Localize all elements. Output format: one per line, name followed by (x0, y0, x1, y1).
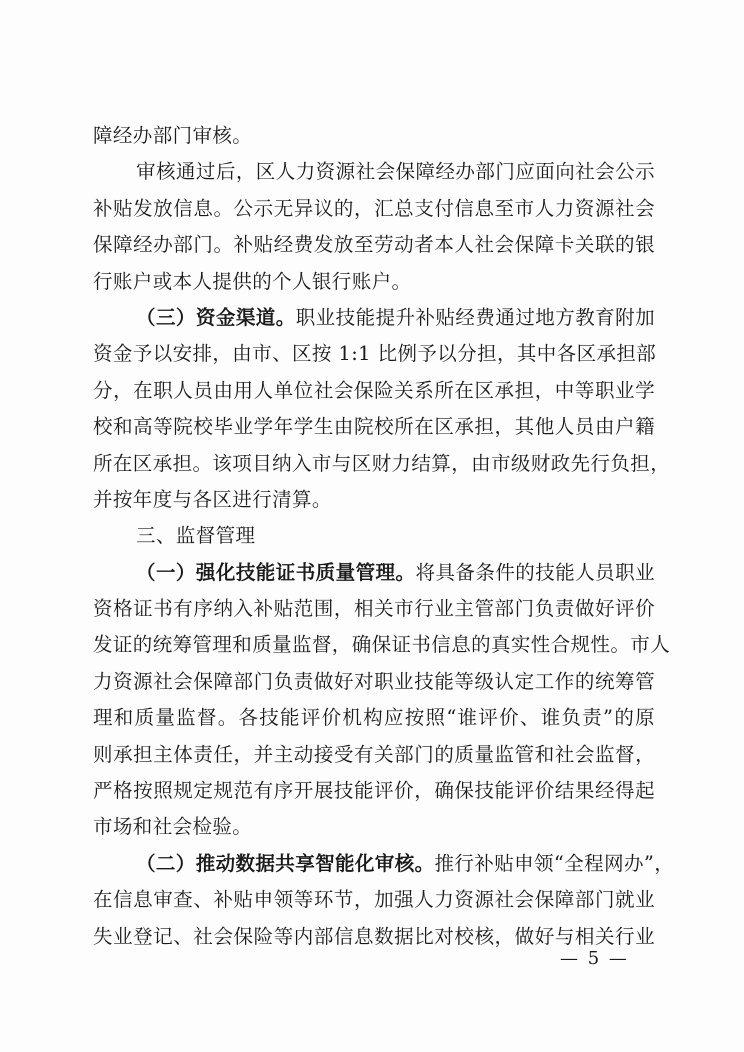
text-line (93, 409, 655, 445)
line-text: 保障经办部门。补贴经费发放至劳动者本人社会保障卡关联的银 (93, 233, 655, 257)
text-line (93, 664, 655, 700)
line-text: 则承担主体责任，并主动接受有关部门的质量监管和社会监督， (93, 742, 655, 766)
text-line (93, 227, 655, 263)
line-text: 发证的统筹管理和质量监督，确保证书信息的真实性合规性。市人 (93, 633, 671, 657)
section-heading: （二）推动数据共享智能化审核。 (136, 851, 435, 875)
text-line (93, 846, 675, 882)
line-text: 所在区承担。该项目纳入市与区财力结算，由市级财政先行负担， (93, 451, 671, 475)
line-text: 校和高等院校毕业学年学生由院校所在区承担，其他人员由户籍 (93, 415, 655, 439)
line-text: 将具备条件的技能人员职业 (415, 560, 655, 584)
line-text: 行账户或本人提供的个人银行账户。 (93, 269, 412, 293)
text-line (93, 518, 655, 554)
line-text: 资格证书有序纳入补贴范围，相关市行业主管部门负责做好评价 (93, 597, 655, 621)
line-text: 力资源社会保障部门负责做好对职业技能等级认定工作的统筹管 (93, 669, 655, 693)
line-text: 严格按照规定规范有序开展技能评价，确保技能评价结果经得起 (93, 779, 655, 803)
line-text: 职业技能提升补贴经费通过地方教育附加 (295, 305, 656, 329)
text-line (93, 446, 671, 482)
text-line (93, 191, 655, 227)
text-line (93, 737, 655, 773)
text-line (93, 118, 655, 154)
line-text: 推行补贴申领“全程网办”， (434, 851, 675, 875)
text-line (93, 700, 655, 736)
text-line (93, 482, 655, 518)
document-body (93, 118, 675, 955)
line-text: 三、监督管理 (136, 524, 256, 548)
text-line (93, 882, 655, 918)
line-text: 审核通过后，区人力资源社会保障经办部门应面向社会公示 (136, 160, 655, 184)
text-line (93, 809, 655, 845)
text-line (93, 373, 655, 409)
line-text: 障经办部门审核。 (93, 124, 253, 147)
text-line (93, 336, 655, 372)
line-text: 在信息审查、补贴申领等环节，加强人力资源社会保障部门就业 (93, 888, 655, 912)
page-number: — 5 — (560, 948, 629, 969)
text-line (93, 773, 655, 809)
text-line (93, 591, 655, 627)
line-text: 失业登记、社会保险等内部信息数据比对校核，做好与相关行业 (93, 924, 655, 948)
line-text: 理和质量监督。各技能评价机构应按照“谁评价、谁负责”的原 (93, 706, 655, 730)
line-text: 补贴发放信息。公示无异议的，汇总支付信息至市人力资源社会 (93, 196, 655, 220)
line-text: 并按年度与各区进行清算。 (93, 487, 332, 511)
line-text: 市场和社会检验。 (93, 815, 253, 839)
line-text: 资金予以安排，由市、区按 1:1 比例予以分担，其中各区承担部 (93, 342, 657, 366)
text-line (93, 154, 655, 190)
text-line (93, 555, 655, 591)
text-line (93, 300, 655, 336)
text-line (93, 627, 671, 663)
text-line (93, 264, 655, 300)
section-heading: （三）资金渠道。 (136, 305, 296, 329)
line-text: 分，在职人员由用人单位社会保险关系所在区承担，中等职业学 (93, 378, 655, 402)
section-heading: （一）强化技能证书质量管理。 (136, 560, 416, 584)
